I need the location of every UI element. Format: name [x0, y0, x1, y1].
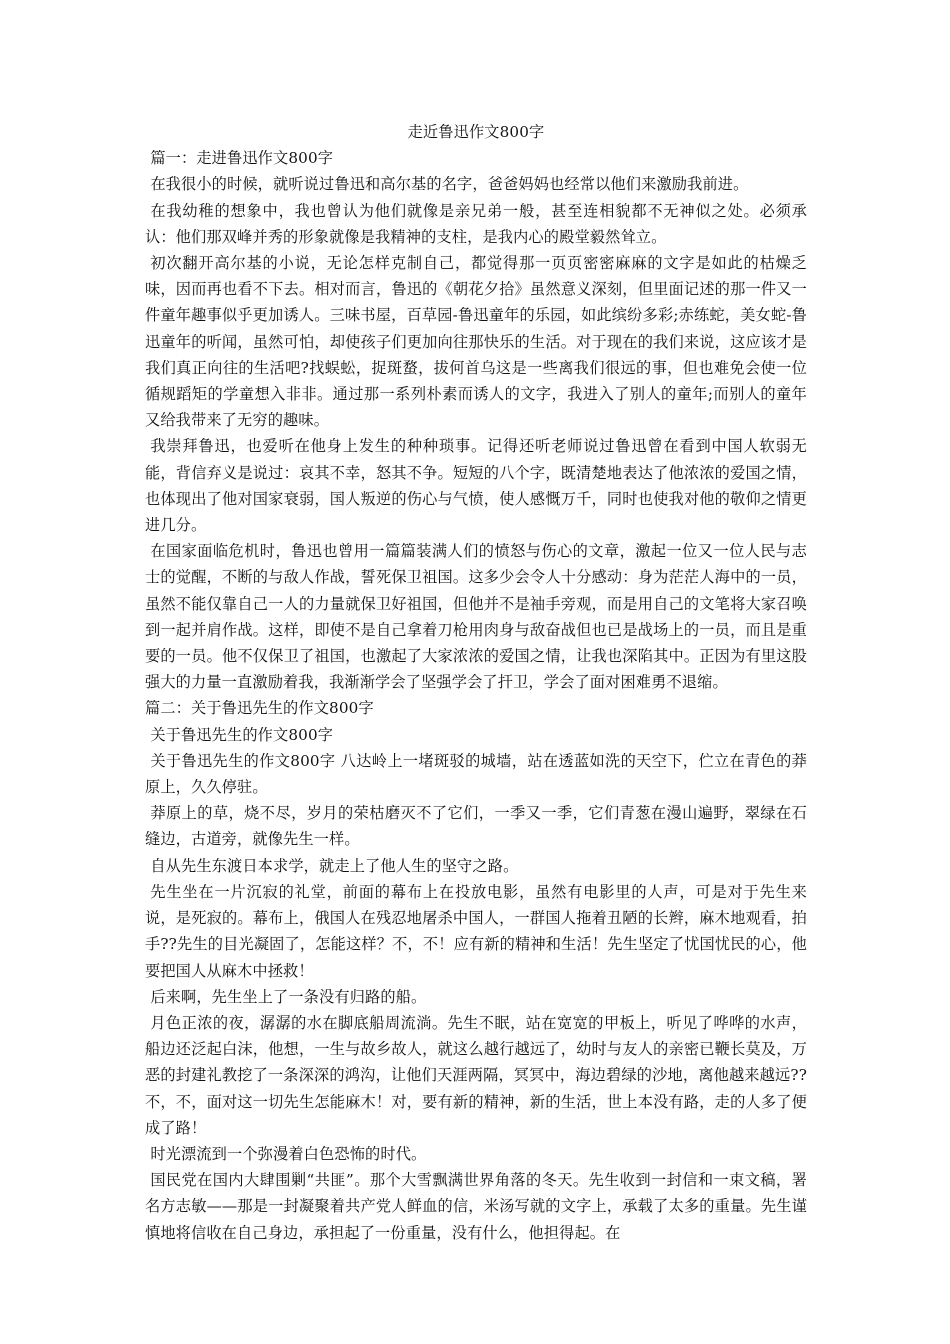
paragraph: 关于鲁迅先生的作文800字 八达岭上一堵斑驳的城墙，站在透蓝如洗的天空下，伫立在青色的莽原上，久久停驻。: [145, 751, 807, 797]
paragraph: 关于鲁迅先生的作文800字: [150, 725, 334, 744]
paragraph: 在我很小的时候，就听说过鲁迅和高尔基的名字，爸爸妈妈也经常以他们来激励我前进。: [150, 175, 749, 194]
paragraph: 在国家面临危机时，鲁迅也曾用一篇篇装满人们的愤怒与伤心的文章，激起一位又一位人民与志士的觉醒，不断的与敌人作战，誓死保卫祖国。这多少会令人十分感动：身为茫茫人海中的一员，虽然不能仅靠自己一人的力量就保卫好祖国，但他并不是袖手旁观，而是用自己的文笔将大家召唤到一起并肩作战。这样，即使不是自己拿着刀枪用肉身与敌奋战但也已是战场上的一员，而且是重要的一员。他不仅保卫了祖国，也激起了大家浓浓的爱国之情，让我也深陷其中。正因为有里这股强大的力量一直激励着我，我渐渐学会了坚强学会了扞卫，学会了面对困难勇不退缩。: [145, 542, 807, 692]
paragraph: 我崇拜鲁迅，也爱听在他身上发生的种种琐事。记得还听老师说过鲁迅曾在看到中国人软弱无能，背信弃义是说过：哀其不幸，怒其不争。短短的八个字，既清楚地表达了他浓浓的爱国之情，也体现出了他对国家衰弱，国人叛逆的伤心与气愤，使人感慨万千，同时也使我对他的敬仰之情更进几分。: [145, 437, 807, 535]
paragraph: 国民党在国内大肆围剿“共匪”。那个大雪飘满世界角落的冬天。先生收到一封信和一束文稿，署名方志敏——那是一封凝聚着共产党人鲜血的信，米汤写就的文字上，承载了太多的重量。先生谨慎地将信收在自己身边，承担起了一份重量，没有什么，他担得起。在: [145, 1171, 807, 1242]
paragraph: 莽原上的草，烧不尽，岁月的荣枯磨灭不了它们，一季又一季，它们青葱在漫山遍野，翠绿在石缝边，古道旁，就像先生一样。: [145, 804, 807, 849]
paragraph: 月色正浓的夜，潺潺的水在脚底船周流淌。先生不眠，站在宽宽的甲板上，听见了哗哗的水声，船边还泛起白沫，他想，一生与故乡故人，就这么越行越远了，幼时与友人的亲密已鞭长莫及，万恶的封建礼教挖了一条深深的鸿沟，让他们天涯两隔，冥冥中，海边碧绿的沙地，离他越来越远??不，不，面对这一切先生怎能麻木！对，要有新的精神，新的生活，世上本没有路，走的人多了便成了路！: [145, 1013, 807, 1137]
document-title: 走近鲁迅作文800字: [407, 123, 545, 141]
document-page: [145, 119, 807, 1246]
section-heading: 篇二：关于鲁迅先生的作文800字: [145, 699, 374, 718]
document-body: [145, 145, 807, 1246]
paragraph: 时光漂流到一个弥漫着白色恐怖的时代。: [150, 1144, 427, 1163]
section-heading: 篇一：走进鲁迅作文800字: [150, 149, 334, 168]
paragraph: 后来啊，先生坐上了一条没有归路的船。: [150, 987, 427, 1006]
paragraph: 先生坐在一片沉寂的礼堂，前面的幕布上在投放电影，虽然有电影里的人声，可是对于先生来说，是死寂的。幕布上，俄国人在残忍地屠杀中国人，一群国人拖着丑陋的长辫，麻木地观看，拍手??先生的目光凝固了，怎能这样？不，不！应有新的精神和生活！先生坚定了忧国忧民的心，他要把国人从麻木中拯救！: [145, 882, 807, 980]
paragraph: 初次翻开高尔基的小说，无论怎样克制自己，都觉得那一页页密密麻麻的文字是如此的枯燥乏味，因而再也看不下去。相对而言，鲁迅的《朝花夕拾》虽然意义深刻，但里面记述的那一件又一件童年趣事似乎更加诱人。三味书屋，百草园-鲁迅童年的乐园，如此缤纷多彩;赤练蛇，美女蛇-鲁迅童年的听闻，虽然可怕，却使孩子们更加向往那快乐的生活。对于现在的我们来说，这应该才是我们真正向往的生活吧?找蜈蚣，捉斑蝥，拔何首乌这是一些离我们很远的事，但也难免会使一位循规蹈矩的学童想入非非。通过那一系列朴素而诱人的文字，我进入了别人的童年;而别人的童年又给我带来了无穷的趣味。: [145, 254, 807, 430]
paragraph: 在我幼稚的想象中，我也曾认为他们就像是亲兄弟一般，甚至连相貌都不无神似之处。必须承认：他们那双峰并秀的形象就像是我精神的支柱，是我内心的殿堂毅然耸立。: [145, 201, 807, 246]
paragraph: 自从先生东渡日本求学，就走上了他人生的坚守之路。: [150, 856, 519, 875]
